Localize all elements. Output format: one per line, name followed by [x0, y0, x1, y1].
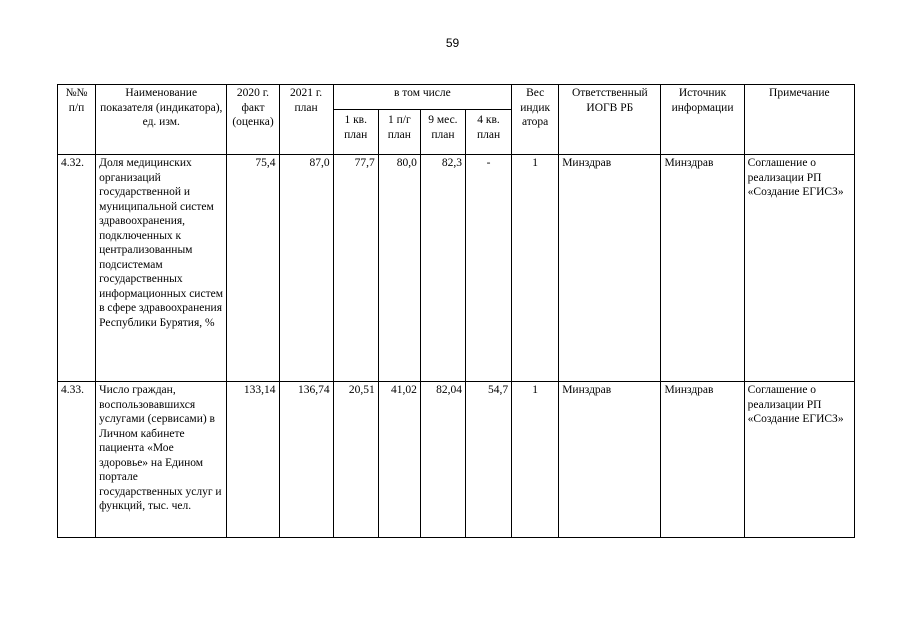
indicators-table	[57, 84, 855, 538]
header-source: Источник информации	[661, 85, 744, 155]
row-weight: 1	[512, 382, 559, 538]
row-weight: 1	[512, 155, 559, 382]
row-q4: 54,7	[465, 382, 511, 538]
row-responsible: Минздрав	[559, 155, 661, 382]
header-q4: 4 кв. план	[465, 110, 511, 155]
row-source: Минздрав	[661, 155, 744, 382]
header-q1: 1 кв. план	[333, 110, 378, 155]
row-responsible: Минздрав	[559, 382, 661, 538]
row-source: Минздрав	[661, 382, 744, 538]
row-plan-2021: 136,74	[279, 382, 333, 538]
row-q1: 20,51	[333, 382, 378, 538]
table-row	[58, 382, 855, 538]
table-row	[58, 155, 855, 382]
header-plan-2021: 2021 г. план	[279, 85, 333, 155]
header-responsible: Ответственный ИОГВ РБ	[559, 85, 661, 155]
row-name: Доля медицинских организаций государственной и муниципальной систем здравоохранения, подключенных к централизованным подсистемам государственных информационных систем в сфере здравоохранения Республики Бурятия, %	[96, 155, 227, 382]
header-num: №№ п/п	[58, 85, 96, 155]
header-name: Наименование показателя (индикатора), ед. изм.	[96, 85, 227, 155]
page-number: 59	[445, 36, 460, 50]
header-weight: Вес индик атора	[512, 85, 559, 155]
header-in-total: в том числе	[333, 85, 511, 110]
row-9m: 82,3	[420, 155, 465, 382]
row-num: 4.33.	[58, 382, 96, 538]
row-9m: 82,04	[420, 382, 465, 538]
row-fact-2020: 133,14	[227, 382, 279, 538]
row-note: Соглашение о реализации РП «Создание ЕГИСЗ»	[744, 155, 854, 382]
header-row	[58, 85, 855, 110]
row-note: Соглашение о реализации РП «Создание ЕГИСЗ»	[744, 382, 854, 538]
row-plan-2021: 87,0	[279, 155, 333, 382]
header-note: Примечание	[744, 85, 854, 155]
row-h1: 80,0	[378, 155, 420, 382]
header-fact-2020: 2020 г. факт (оценка)	[227, 85, 279, 155]
header-h1: 1 п/г план	[378, 110, 420, 155]
row-h1: 41,02	[378, 382, 420, 538]
row-q4: -	[465, 155, 511, 382]
header-9m: 9 мес. план	[420, 110, 465, 155]
row-num: 4.32.	[58, 155, 96, 382]
row-name: Число граждан, воспользовавшихся услугами (сервисами) в Личном кабинете пациента «Мое здоровье» на Едином портале государственных услуг и функций, тыс. чел.	[96, 382, 227, 538]
row-q1: 77,7	[333, 155, 378, 382]
row-fact-2020: 75,4	[227, 155, 279, 382]
